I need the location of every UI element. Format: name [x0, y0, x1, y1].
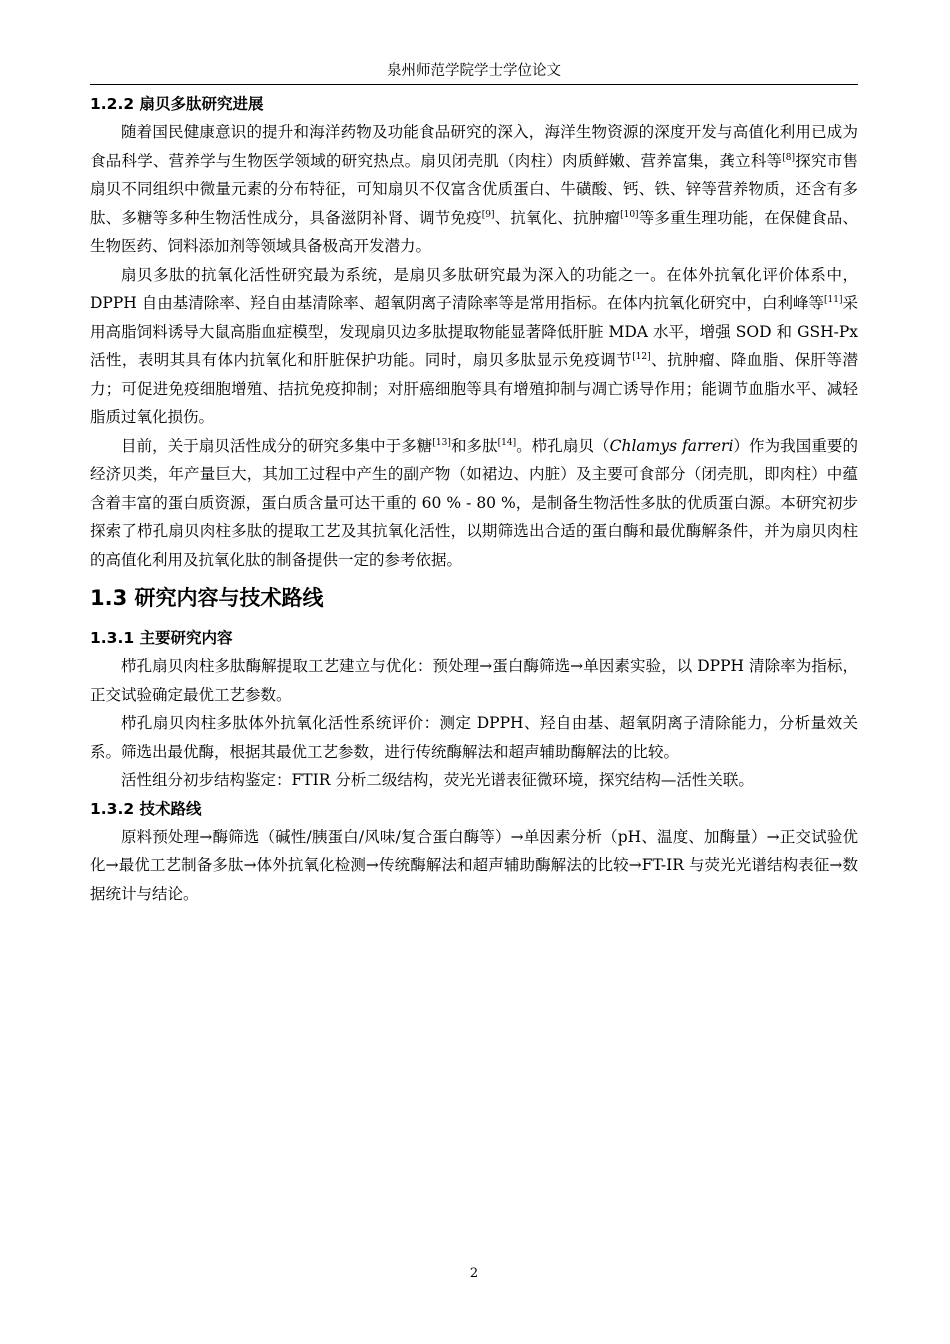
- text-run: 随着国民健康意识的提升和海洋药物及功能食品研究的深入，海洋生物资源的深度开发与高值化利用已成为食品科学、营养学与生物医学领域的研究热点。扇贝闭壳肌（肉柱）肉质鲜嫩、营养富集，龚立科等: [90, 123, 858, 170]
- page-body: [90, 90, 858, 908]
- header-rule: [90, 84, 858, 85]
- section-heading-1-3-1: 1.3.1 主要研究内容: [90, 629, 233, 647]
- text-run: 目前，关于扇贝活性成分的研究多集中于多糖: [121, 436, 433, 455]
- text-run: 。栉孔扇贝（: [516, 436, 610, 455]
- paragraph-technical-route: 原料预处理→酶筛选（碱性/胰蛋白/风味/复合蛋白酶等）→单因素分析（pH、温度、加酶量）→正交试验优化→最优工艺制备多肽→体外抗氧化检测→传统酶解法和超声辅助酶解法的比较→FT-IR 与荧光光谱结构表征→数据统计与结论。: [90, 827, 858, 903]
- citation-14: [14]: [497, 437, 517, 448]
- citation-10: [10]: [620, 209, 639, 220]
- text-run: 扇贝多肽的抗氧化活性研究最为系统，是扇贝多肽研究最为深入的功能之一。在体外抗氧化评价体系中，DPPH 自由基清除率、羟自由基清除率、超氧阴离子清除率等是常用指标。在体内抗氧化研究中，白利峰等: [90, 265, 858, 312]
- section-heading-1-3-2: 1.3.2 技术路线: [90, 799, 202, 818]
- text-run: 采用高脂饲料诱导大鼠高脂血症模型，发现扇贝边多肽提取物能显著降低肝脏 MDA 水平，增强 SOD 和 GSH-Px 活性，表明其具有体内抗氧化和肝脏保护功能。同时，扇贝多肽显示免疫调节: [90, 294, 858, 369]
- citation-13: [13]: [432, 437, 451, 448]
- paragraph-content-3: 活性组分初步结构鉴定：FTIR 分析二级结构，荧光光谱表征微环境，探究结构—活性关联。: [121, 771, 754, 789]
- paragraph-research-status: [90, 432, 858, 575]
- citation-12: [12]: [632, 351, 651, 362]
- page-number: 2: [469, 1266, 479, 1281]
- running-header: 泉州师范学院学士学位论文: [387, 63, 561, 79]
- paragraph-content-1: 栉孔扇贝肉柱多肽酶解提取工艺建立与优化：预处理→蛋白酶筛选→单因素实验，以 DPPH 清除率为指标，正交试验确定最优工艺参数。: [90, 657, 858, 704]
- paragraph-scallop-background: [90, 118, 858, 261]
- text-run: ）作为我国重要的经济贝类，年产量巨大，其加工过程中产生的副产物（如裙边、内脏）及主要可食部分（闭壳肌，即肉柱）中蕴含着丰富的蛋白质资源，蛋白质含量可达干重的 60 % - 80 %，是制备生物活性多肽的优质蛋白源。本研究初步探索了栉孔扇贝肉柱多肽的提取工艺及其抗氧化活性，以期筛选出合适的蛋白酶和最优酶解条件，并为扇贝肉柱的高值化利用及抗氧化肽的制备提供一定的参考依据。: [90, 436, 858, 569]
- text-run: 、抗氧化、抗肿瘤: [494, 208, 621, 227]
- paragraph-antioxidant-research: [90, 261, 858, 432]
- text-run: 和多肽: [450, 436, 498, 455]
- section-heading-1-2-2: 1.2.2 扇贝多肽研究进展: [90, 95, 264, 113]
- text-run: 、抗肿瘤、降血脂、保肝等潜力；可促进免疫细胞增殖、拮抗免疫抑制；对肝癌细胞等具有增殖抑制与凋亡诱导作用；能调节血脂水平、减轻脂质过氧化损伤。: [90, 351, 858, 426]
- species-name: Chlamys farreri: [609, 436, 734, 455]
- citation-9: [9]: [481, 209, 495, 220]
- section-heading-1-3: 1.3 研究内容与技术路线: [90, 586, 324, 610]
- text-run: 等多重生理功能，在保健食品、生物医药、饲料添加剂等领域具备极高开发潜力。: [90, 208, 858, 255]
- citation-8: [8]: [782, 152, 796, 163]
- text-run: 探究市售扇贝不同组织中微量元素的分布特征，可知扇贝不仅富含优质蛋白、牛磺酸、钙、铁、锌等营养物质，还含有多肽、多糖等多种生物活性成分，具备滋阴补肾、调节免疫: [90, 151, 858, 227]
- citation-11: [11]: [824, 294, 843, 305]
- paragraph-content-2: 栉孔扇贝肉柱多肽体外抗氧化活性系统评价：测定 DPPH、羟自由基、超氧阴离子清除能力，分析量效关系。筛选出最优酶，根据其最优工艺参数，进行传统酶解法和超声辅助酶解法的比较。: [90, 714, 858, 761]
